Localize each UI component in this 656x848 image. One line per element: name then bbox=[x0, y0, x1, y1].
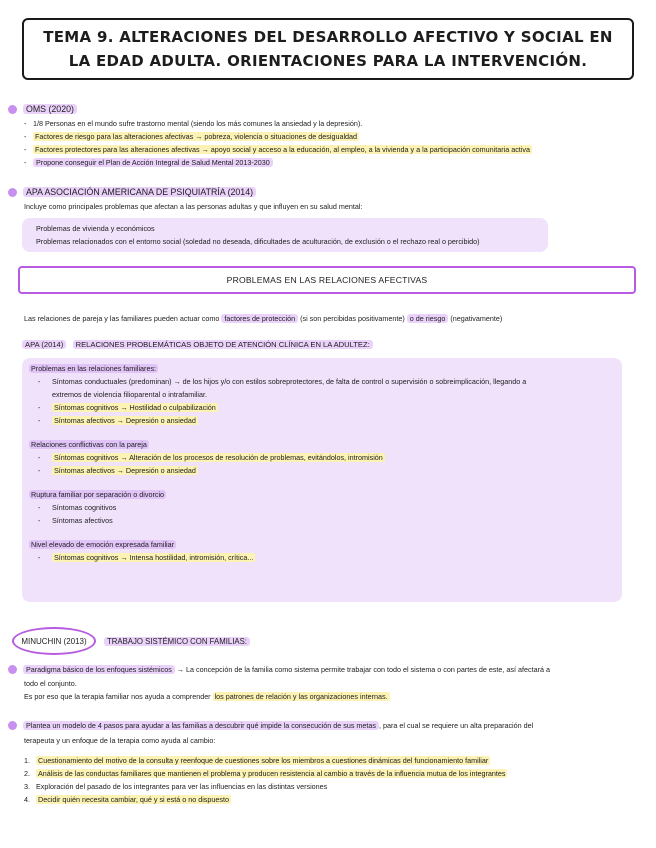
clinical-relations-box bbox=[22, 358, 622, 602]
list-item: - Propone conseguir el Plan de Acción Integral de Salud Mental 2013-2030 bbox=[8, 156, 636, 169]
minuchin-title: TRABAJO SISTÉMICO CON FAMILIAS: bbox=[104, 637, 250, 646]
list-item: - Síntomas afectivos → Depresión o ansiedad bbox=[22, 414, 622, 427]
list-item: - 1/8 Personas en el mundo sufre trastorno mental (siendo los más comunes la ansiedad y la depresión). bbox=[8, 117, 636, 130]
section-banner: PROBLEMAS EN LAS RELACIONES AFECTIVAS bbox=[18, 266, 636, 294]
list-item: - Síntomas afectivos bbox=[22, 514, 622, 527]
bullet-dot-icon bbox=[8, 721, 17, 730]
bullet-dot-icon bbox=[8, 188, 17, 197]
group-title: Problemas en las relaciones familiares: bbox=[31, 364, 157, 373]
minuchin-circle: MINUCHIN (2013) bbox=[12, 627, 96, 655]
list-item-continuation: extremos de violencia filioparental o intrafamiliar. bbox=[52, 390, 208, 399]
oms-section bbox=[8, 102, 636, 169]
list-item: - Problemas de vivienda y económicos bbox=[22, 222, 548, 235]
list-item: - Factores protectores para las alteraciones afectivas → apoyo social y acceso a la educación, al empleo, a la vivienda y a la participación comunitaria activa bbox=[8, 143, 636, 156]
minuchin-heading bbox=[12, 627, 250, 655]
paradigm-section: Paradigma básico de los enfoques sistémicos → La concepción de la familia como sistema permite trabajar con todo el sistema o con partes de este, así afectará a todo el conjunto. Es por eso que la terapia familiar nos ayuda a comprender los patrones de relación y las organizaciones internas. bbox=[8, 662, 636, 702]
apa-heading: APA ASOCIACIÓN AMERICANA DE PSIQUIATRÍA (2014) bbox=[23, 187, 256, 197]
list-item: - Síntomas cognitivos → Alteración de los procesos de resolución de problemas, evitándolos, intromisión bbox=[22, 451, 622, 464]
model-section: Plantea un modelo de 4 pasos para ayudar a las familias a descubrir qué impide la consecución de sus metas , para el cual se requiere un alta preparación del terapeuta y un enfoque de la terapia como ayuda al cambio: 1. Cuestionamiento del motivo de la consulta y reenfoque de cuestiones sobre los miembros a cuestiones dinámicas del funcionamiento familiar 2. Análisis de las conductas familiares que mantienen el problema y producen resistencia al cambio a través de la influencia mutua de los integrantes 3. Exploración del pasado de los integrantes para ver las influencias en las distintas versiones 4. Decidir quién necesita cambiar, qué y si está o no dispuesto bbox=[8, 718, 636, 806]
bullet-dot-icon bbox=[8, 105, 17, 114]
list-item: 4. Decidir quién necesita cambiar, qué y si está o no dispuesto bbox=[24, 795, 229, 804]
group-title: Ruptura familiar por separación o divorcio bbox=[31, 490, 165, 499]
list-item: 2. Análisis de las conductas familiares que mantienen el problema y producen resistencia al cambio a través de la influencia mutua de los integrantes bbox=[24, 769, 506, 778]
group-title: Relaciones conflictivas con la pareja bbox=[31, 440, 147, 449]
list-item: - Factores de riesgo para las alteraciones afectivas → pobreza, violencia o situaciones de desigualdad bbox=[8, 130, 636, 143]
page-title: TEMA 9. ALTERACIONES DEL DESARROLLO AFECTIVO Y SOCIAL EN LA EDAD ADULTA. ORIENTACIONES PARA LA INTERVENCIÓN. bbox=[43, 28, 613, 70]
title-box bbox=[22, 18, 634, 80]
list-item: - Síntomas conductuales (predominan) → de los hijos y/o con estilos sobreprotectores, de falta de control o supervisión o sobreimplicación, llegando a bbox=[22, 375, 622, 388]
list-item: 1. Cuestionamiento del motivo de la consulta y reenfoque de cuestiones sobre los miembros a cuestiones dinámicas del funcionamiento familiar bbox=[24, 756, 489, 765]
apa-intro: Incluye como principales problemas que afectan a las personas adultas y que influyen en su salud mental: bbox=[24, 202, 363, 211]
bullet-dot-icon bbox=[8, 665, 17, 674]
list-item: 3. Exploración del pasado de los integrantes para ver las influencias en las distintas versiones bbox=[24, 782, 328, 791]
oms-heading: OMS (2020) bbox=[23, 104, 77, 114]
list-item: - Problemas relacionados con el entorno social (soledad no deseada, dificultades de aculturación, de exclusión o el rechazo real o percibido) bbox=[22, 235, 548, 248]
apa-section bbox=[8, 185, 636, 252]
group-title: Nivel elevado de emoción expresada familiar bbox=[31, 540, 175, 549]
list-item: - Síntomas afectivos → Depresión o ansiedad bbox=[22, 464, 622, 477]
apa-box bbox=[22, 218, 548, 252]
list-item: - Síntomas cognitivos → Hostilidad o culpabilización bbox=[22, 401, 622, 414]
relations-text: Las relaciones de pareja y las familiares pueden actuar como factores de protección (si son percibidas positivamente) o de riesgo (negativamente) bbox=[24, 314, 503, 323]
apa2014-heading: APA (2014) RELACIONES PROBLEMÁTICAS OBJETO DE ATENCIÓN CLÍNICA EN LA ADULTEZ: bbox=[22, 340, 373, 349]
list-item: - Síntomas cognitivos → Intensa hostilidad, intromisión, crítica... bbox=[22, 551, 622, 564]
list-item: - Síntomas cognitivos bbox=[22, 501, 622, 514]
